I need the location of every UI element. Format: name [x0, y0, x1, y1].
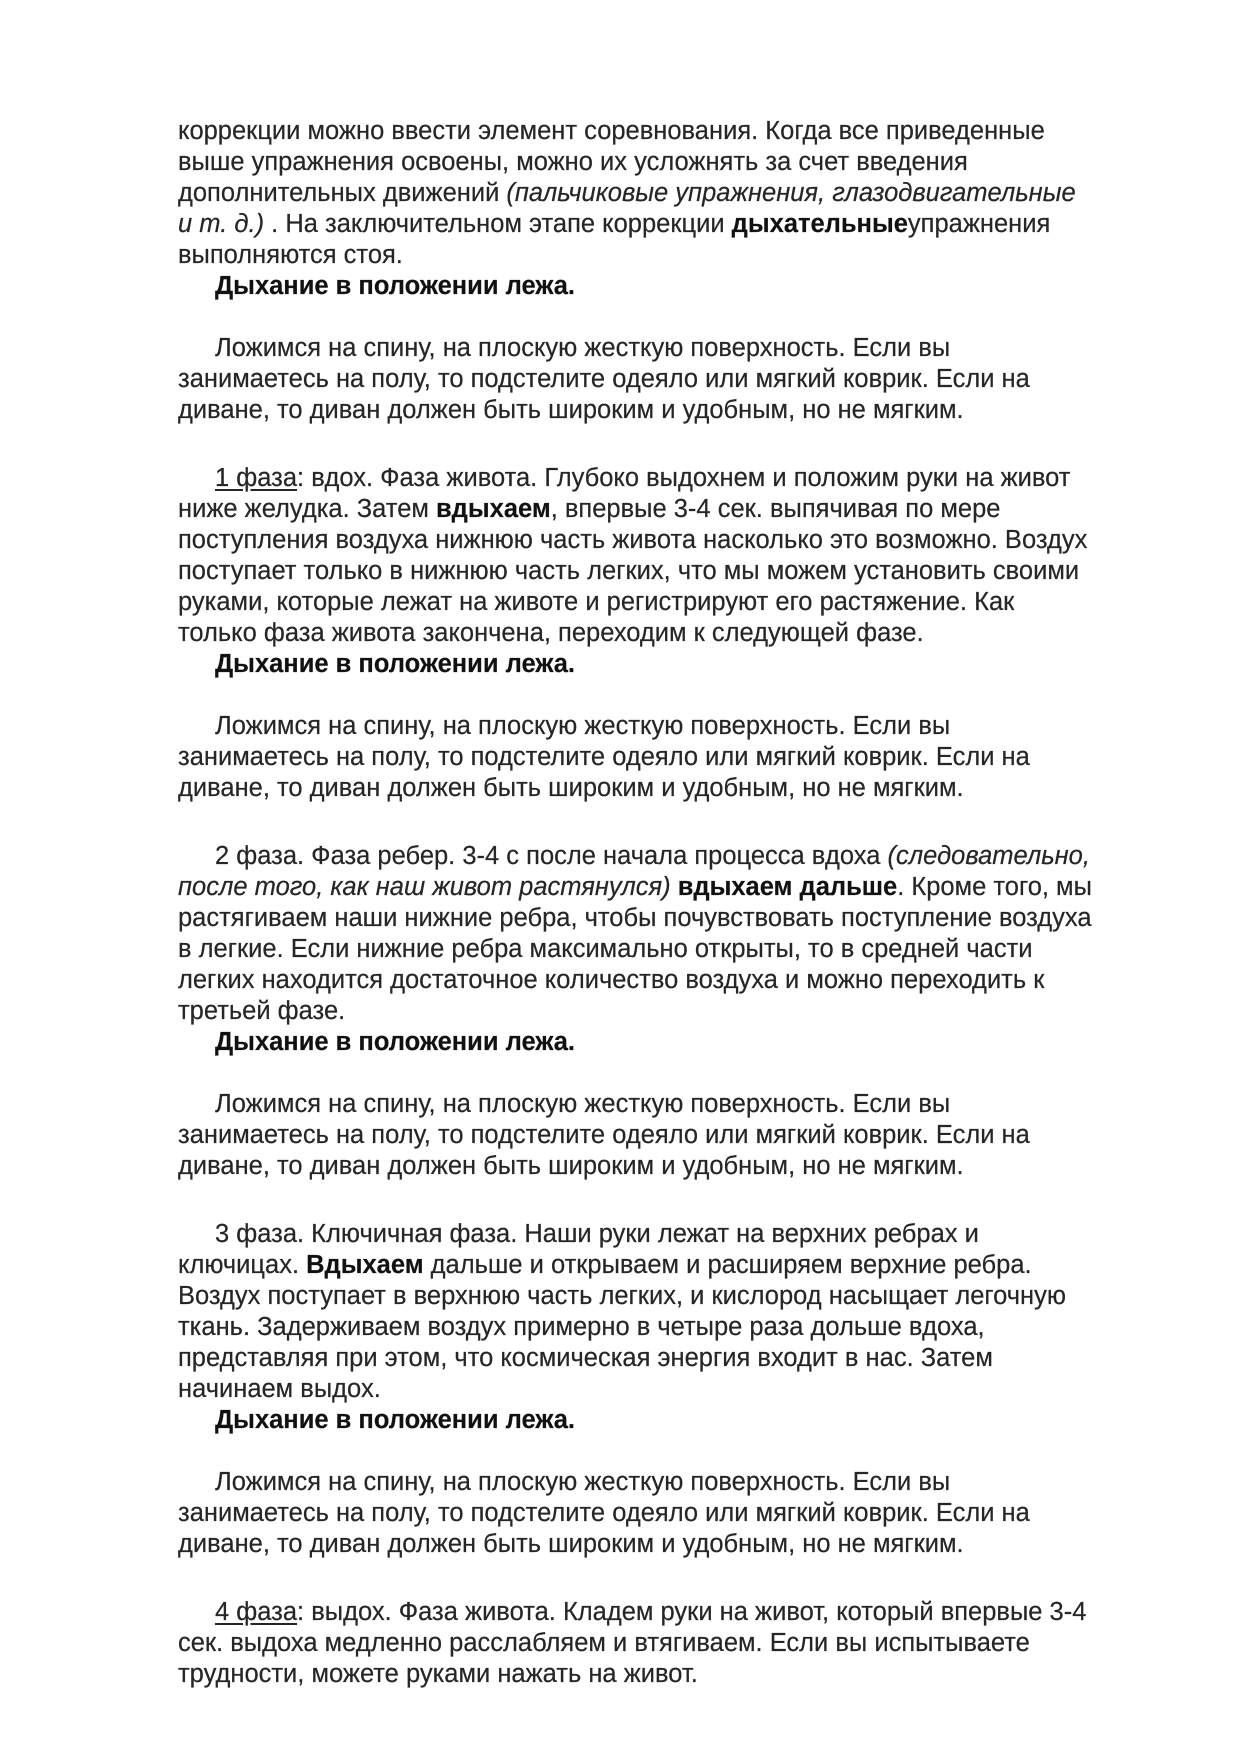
text-line: диване, то диван должен быть широким и удобным, но не мягким. — [178, 396, 964, 424]
phase1-paragraph — [178, 463, 1163, 649]
text-line: третьей фазе. — [178, 997, 346, 1025]
text-run: . Кроме того, мы — [897, 873, 1092, 901]
text-run: дальше и открываем и расширяем верхние ребра. — [423, 1251, 1032, 1279]
text-line: Ложимся на спину, на плоскую жесткую поверхность. Если вы — [215, 1090, 951, 1118]
text-line: легких находится достаточное количество воздуха и можно переходить к — [178, 966, 1045, 994]
text-line: ткань. Задерживаем воздух примерно в четыре раза дольше вдоха, — [178, 1313, 985, 1341]
text-line: Воздух поступает в верхнюю часть легких, и кислород насыщает легочную — [178, 1282, 1066, 1310]
bold-text: вдыхаем — [436, 495, 551, 523]
text-line: Ложимся на спину, на плоскую жесткую поверхность. Если вы — [215, 712, 951, 740]
text-run: : выдох. Фаза живота. Кладем руки на живот, который впервые 3-4 — [297, 1598, 1087, 1626]
text-line: только фаза живота закончена, переходим к следующей фазе. — [178, 619, 924, 647]
text-line — [178, 209, 1163, 240]
text-run: 2 фаза. Фаза ребер. 3-4 с после начала процесса вдоха — [215, 842, 888, 870]
italic-text: и т. д.) — [178, 210, 265, 238]
text-line: растягиваем наши нижние ребра, чтобы почувствовать поступление воздуха — [178, 904, 1092, 932]
text-line: Ложимся на спину, на плоскую жесткую поверхность. Если вы — [215, 334, 951, 362]
text-line: руками, которые лежат на животе и регистрируют его растяжение. Как — [178, 588, 1015, 616]
bold-text: дыхательные — [731, 210, 908, 238]
text-line — [178, 494, 1163, 525]
phase-label: 1 фаза — [215, 464, 298, 492]
intro-paragraph — [178, 116, 1163, 271]
text-line: поступления воздуха нижнюю часть живота насколько это возможно. Воздух — [178, 526, 1088, 554]
section-heading: Дыхание в положении лежа. — [215, 1406, 575, 1434]
text-line — [178, 1250, 1163, 1281]
text-line: Ложимся на спину, на плоскую жесткую поверхность. Если вы — [215, 1468, 951, 1496]
lying-paragraph — [178, 711, 1163, 804]
bold-text: вдыхаем дальше — [670, 873, 898, 901]
italic-text: после того, как наш живот растянулся) — [178, 873, 671, 901]
text-line: выполняются стоя. — [178, 241, 403, 269]
text-line: трудности, можете руками нажать на живот. — [178, 1660, 698, 1688]
text-line: в легкие. Если нижние ребра максимально открыты, то в средней части — [178, 935, 1033, 963]
text-line: диване, то диван должен быть широким и удобным, но не мягким. — [178, 1152, 964, 1180]
text-run: упражнения — [907, 210, 1051, 238]
text-line: занимаетесь на полу, то подстелите одеяло или мягкий коврик. Если на — [178, 1121, 1030, 1149]
text-line: занимаетесь на полу, то подстелите одеяло или мягкий коврик. Если на — [178, 365, 1030, 393]
lying-paragraph — [178, 1467, 1163, 1560]
section-heading: Дыхание в положении лежа. — [215, 272, 575, 300]
bold-text: Вдыхаем — [306, 1251, 424, 1279]
text-line: поступает только в нижнюю часть легких, что мы можем установить своими — [178, 557, 1080, 585]
phase-label: 4 фаза — [215, 1598, 298, 1626]
text-line: представляя при этом, что космическая энергия входит в нас. Затем — [178, 1344, 993, 1372]
text-line: коррекции можно ввести элемент соревнования. Когда все приведенные — [178, 117, 1045, 145]
lying-paragraph — [178, 1089, 1163, 1182]
phase2-paragraph — [178, 841, 1163, 1027]
italic-text: (следовательно, — [887, 842, 1090, 870]
text-line: сек. выдоха медленно расслабляем и втягиваем. Если вы испытываете — [178, 1629, 1030, 1657]
italic-text: (пальчиковые упражнения, глазодвигательные — [506, 179, 1076, 207]
text-run: , впервые 3-4 сек. выпячивая по мере — [550, 495, 1001, 523]
text-line — [178, 1597, 1163, 1628]
text-line: занимаетесь на полу, то подстелите одеяло или мягкий коврик. Если на — [178, 1499, 1030, 1527]
text-run: : вдох. Фаза живота. Глубоко выдохнем и положим руки на живот — [297, 464, 1071, 492]
text-line: диване, то диван должен быть широким и удобным, но не мягким. — [178, 1530, 964, 1558]
text-line — [178, 178, 1163, 209]
text-line: выше упражнения освоены, можно их усложнять за счет введения — [178, 148, 968, 176]
text-run: дополнительных движений — [178, 179, 507, 207]
lying-paragraph — [178, 333, 1163, 426]
text-run: ключицах. — [178, 1251, 307, 1279]
text-line: диване, то диван должен быть широким и удобным, но не мягким. — [178, 774, 964, 802]
text-line: 3 фаза. Ключичная фаза. Наши руки лежат на верхних ребрах и — [215, 1220, 979, 1248]
text-line: занимаетесь на полу, то подстелите одеяло или мягкий коврик. Если на — [178, 743, 1030, 771]
phase4-paragraph — [178, 1597, 1163, 1690]
section-heading: Дыхание в положении лежа. — [215, 650, 575, 678]
text-line — [178, 872, 1163, 903]
section-heading: Дыхание в положении лежа. — [215, 1028, 575, 1056]
text-line — [178, 841, 1163, 872]
text-line — [178, 463, 1163, 494]
text-run: ниже желудка. Затем — [178, 495, 436, 523]
phase3-paragraph — [178, 1219, 1163, 1405]
text-run: . На заключительном этапе коррекции — [264, 210, 732, 238]
text-line: начинаем выдох. — [178, 1375, 381, 1403]
document-page — [178, 116, 1163, 1690]
